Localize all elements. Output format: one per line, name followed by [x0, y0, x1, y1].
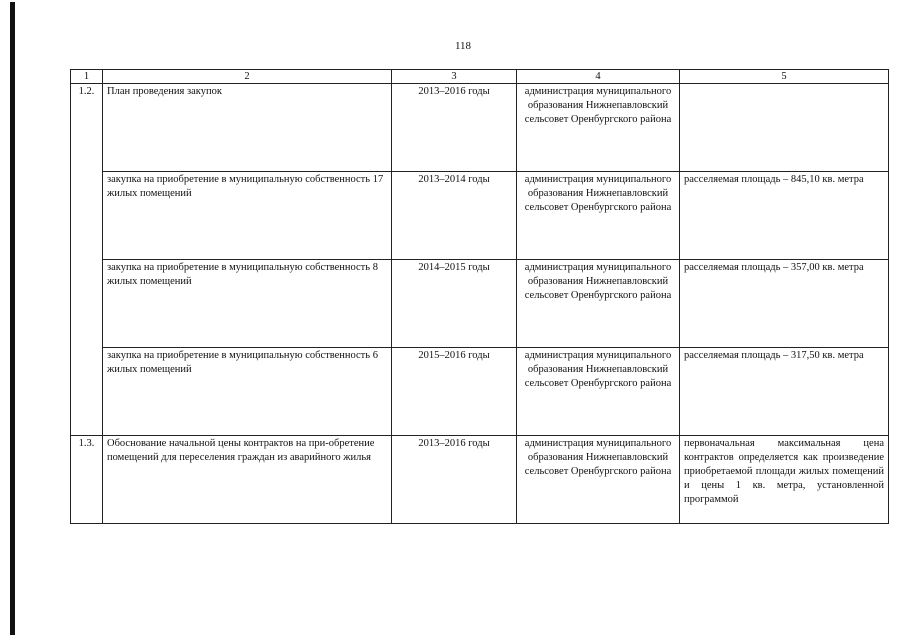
table-row: [71, 172, 889, 260]
item-number: 1.2.: [71, 84, 103, 436]
table-header-row: [71, 70, 889, 84]
item-number: 1.3.: [71, 436, 103, 524]
header-cell-5: 5: [680, 70, 889, 84]
item-responsible: администрация муниципального образования Нижнепавловский сельсовет Оренбургского района: [517, 172, 680, 260]
item-period: 2013–2016 годы: [392, 84, 517, 172]
item-name: Обоснование начальной цены контрактов на при-обретение помещений для переселения граждан из аварийного жилья: [103, 436, 392, 524]
item-period: 2013–2014 годы: [392, 172, 517, 260]
item-responsible: администрация муниципального образования Нижнепавловский сельсовет Оренбургского района: [517, 260, 680, 348]
table-row: [71, 348, 889, 436]
table-row: [71, 260, 889, 348]
item-name: закупка на приобретение в муниципальную собственность 6 жилых помещений: [103, 348, 392, 436]
item-result: первоначальная максимальная цена контрактов определяется как произведение приобретаемой площади жилых помещений и цены 1 кв. метра, установленной программой: [680, 436, 889, 524]
item-period: 2014–2015 годы: [392, 260, 517, 348]
header-cell-3: 3: [392, 70, 517, 84]
page-number: 118: [454, 40, 472, 52]
item-name: закупка на приобретение в муниципальную собственность 17 жилых помещений: [103, 172, 392, 260]
item-result: расселяемая площадь – 317,50 кв. метра: [680, 348, 889, 436]
program-table: [70, 69, 889, 524]
table-row: [71, 436, 889, 524]
item-responsible: администрация муниципального образования Нижнепавловский сельсовет Оренбургского района: [517, 436, 680, 524]
table-row: [71, 84, 889, 172]
item-result: расселяемая площадь – 845,10 кв. метра: [680, 172, 889, 260]
item-result: [680, 84, 889, 172]
item-name: закупка на приобретение в муниципальную собственность 8 жилых помещений: [103, 260, 392, 348]
item-period: 2015–2016 годы: [392, 348, 517, 436]
item-responsible: администрация муниципального образования Нижнепавловский сельсовет Оренбургского района: [517, 348, 680, 436]
header-cell-2: 2: [103, 70, 392, 84]
item-result: расселяемая площадь – 357,00 кв. метра: [680, 260, 889, 348]
item-period: 2013–2016 годы: [392, 436, 517, 524]
header-cell-4: 4: [517, 70, 680, 84]
item-responsible: администрация муниципального образования Нижнепавловский сельсовет Оренбургского района: [517, 84, 680, 172]
item-name: План проведения закупок: [103, 84, 392, 172]
header-cell-1: 1: [71, 70, 103, 84]
page-edge-bar: [10, 2, 15, 635]
